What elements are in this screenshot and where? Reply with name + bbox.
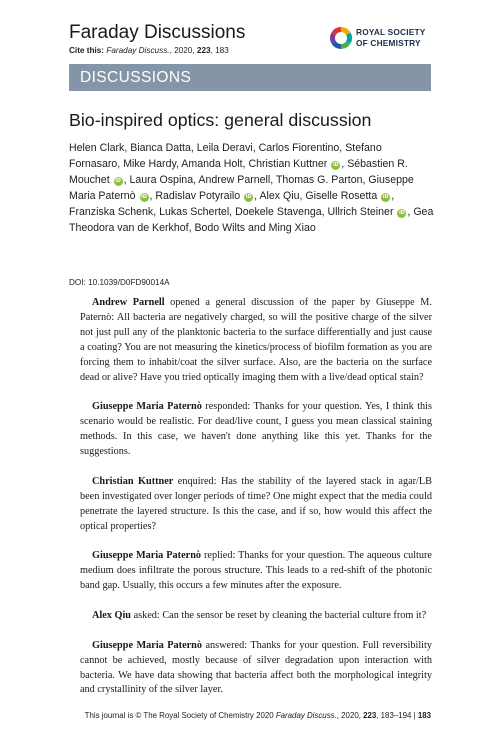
journal-name: Faraday Discussions <box>69 22 246 43</box>
discussion-paragraph <box>80 296 432 385</box>
author-name: Giuseppe Maria Paternò <box>69 173 414 202</box>
speaker-name: Giuseppe Maria Paternò <box>92 550 202 562</box>
author-name: Andrew Parnell <box>198 173 271 186</box>
speaker-name: Andrew Parnell <box>92 297 165 308</box>
footer-year: , 2020, <box>336 711 364 720</box>
orcid-icon[interactable]: iD <box>141 194 147 200</box>
orcid-icon[interactable]: iD <box>115 178 121 184</box>
author-name: Laura Ospina <box>129 173 194 186</box>
author-name: Sébastien R. Mouchet <box>69 157 408 186</box>
doi: DOI: 10.1039/D0FD90014A <box>69 278 170 287</box>
speaker-name: Christian Kuttner <box>92 475 174 487</box>
section-banner <box>69 64 431 91</box>
article-body <box>80 296 432 713</box>
paragraph-text: asked: Can the sensor be reset by cleaning the bacterial culture from it? <box>131 609 427 621</box>
discussion-paragraph <box>80 400 432 460</box>
page-number: 183 <box>417 711 431 720</box>
author-name: Thomas G. Parton <box>275 173 363 186</box>
author-name: Ming Xiao <box>268 221 316 234</box>
section-banner-label: DISCUSSIONS <box>80 69 192 86</box>
author-name: Doekele Stavenga <box>235 205 322 218</box>
author-name: Helen Clark <box>69 142 125 154</box>
orcid-icon[interactable]: iD <box>399 210 405 216</box>
author-name: Stefano Fornasaro <box>69 142 382 170</box>
footer-volume: 223 <box>363 711 377 720</box>
author-name: Leila Deravi <box>196 142 253 154</box>
discussion-paragraph <box>80 639 432 699</box>
author-name: Giselle Rosetta <box>305 189 378 202</box>
author-name: Bianca Datta <box>130 142 191 154</box>
paragraph-text: opened a general discussion of the paper by Giuseppe M. Paternò: All bacteria are negatively charged, so will the positive charge of the silver not just pull any of the planktonic bacteria to the surface differentially and just cause a coating? You are not measuring the kinetics/process of biofilm formation as you are forcing them to inhabit/coat the silver surface. Also, are the bacteria on the surface dead or alive? Have you tried optically imaging them with a live/dead optical stain? <box>80 297 432 383</box>
orcid-icon[interactable]: iD <box>332 162 339 168</box>
cite-volume: 223 <box>196 46 211 55</box>
paragraph-text: answered: Thanks for your question. Full reversibility cannot be achieved, mostly because of silver degradation upon interaction with bacteria. We have data showing that bacteria affect both the morphological integrity and crystallinity of the silver layer. <box>80 639 432 696</box>
paragraph-text: replied: Thanks for your question. The aqueous culture medium does infiltrate the porous structure. This leads to a red-shift of the photonic band gap. Usually, this occurs a few minutes after the exposure. <box>80 550 432 592</box>
discussion-paragraph <box>80 609 432 624</box>
speaker-name: Giuseppe Maria Paternò <box>92 401 202 413</box>
author-name: Bodo Wilts <box>194 221 246 234</box>
orcid-icon[interactable]: iD <box>382 194 389 200</box>
citation-line <box>69 46 229 55</box>
author-name: Gea Theodora van de Kerkhof <box>69 205 434 234</box>
article-title: Bio-inspired optics: general discussion <box>69 110 372 130</box>
footer-journal: Faraday Discuss. <box>275 711 337 720</box>
discussion-paragraph <box>80 475 432 535</box>
speaker-name: Alex Qiu <box>92 609 132 621</box>
author-name: Mike Hardy <box>123 157 176 170</box>
author-name: Christian Kuttner <box>248 157 328 170</box>
author-list: Helen Clark, Bianca Datta, Leila Deravi, Carlos Fiorentino, Stefano Fornasaro, Mike Hardy, Amanda Holt, Christian Kuttner iD , Sébastien R. Mouchet iD , Laura Ospina, Andrew Parnell, Thomas G. Parton, Giuseppe Maria Paternò iD , Radislav Potyrailo iD , Alex Qiu, Giselle Rosetta iD , Franziska Schenk, Lukas Schertel, Doekele Stavenga, Ullrich Steiner iD , Gea Theodora van de Kerkhof, Bodo Wilts and Ming Xiao <box>69 142 434 234</box>
cite-year: , 2020, <box>169 46 197 55</box>
speaker-name: Giuseppe Maria Paternò <box>92 639 203 651</box>
discussion-paragraph <box>80 549 432 594</box>
author-name: Carlos Fiorentino <box>258 142 340 154</box>
footer-separator: | <box>411 711 418 720</box>
author-name: Franziska Schenk <box>69 205 154 218</box>
publisher-line-1: ROYAL SOCIETY <box>356 27 426 37</box>
publisher-line-2: OF CHEMISTRY <box>356 37 421 48</box>
cite-pages: , 183 <box>210 46 229 55</box>
author-name: Amanda Holt <box>181 157 243 170</box>
author-name: Ullrich Steiner <box>327 205 394 218</box>
page-footer <box>69 711 431 720</box>
cite-label: Cite this: <box>69 46 105 55</box>
orcid-icon[interactable]: iD <box>245 194 252 200</box>
paragraph-text: responded: Thanks for your question. Yes, I think this scenario would be realistic. For dead/live count, I guess you mean classical staining methods. In this case, we haven't done anything like this yet. Thanks for the suggestions. <box>80 401 433 458</box>
footer-prefix: This journal is © The Royal Society of Chemistry 2020 <box>84 711 276 720</box>
publisher-name <box>356 27 425 48</box>
cite-journal: Faraday Discuss. <box>106 46 170 55</box>
author-name: Alex Qiu <box>259 189 300 202</box>
paragraph-text: enquired: Has the stability of the layered stack in agar/LB been investigated over longer periods of time? One might expect that the media could penetrate the layered structure. Is this the case, and if so, how would this affect the optical properties? <box>80 475 432 532</box>
author-name: Radislav Potyrailo <box>155 189 241 202</box>
author-name: Lukas Schertel <box>159 205 230 218</box>
footer-pages: , 183–194 <box>376 711 412 720</box>
